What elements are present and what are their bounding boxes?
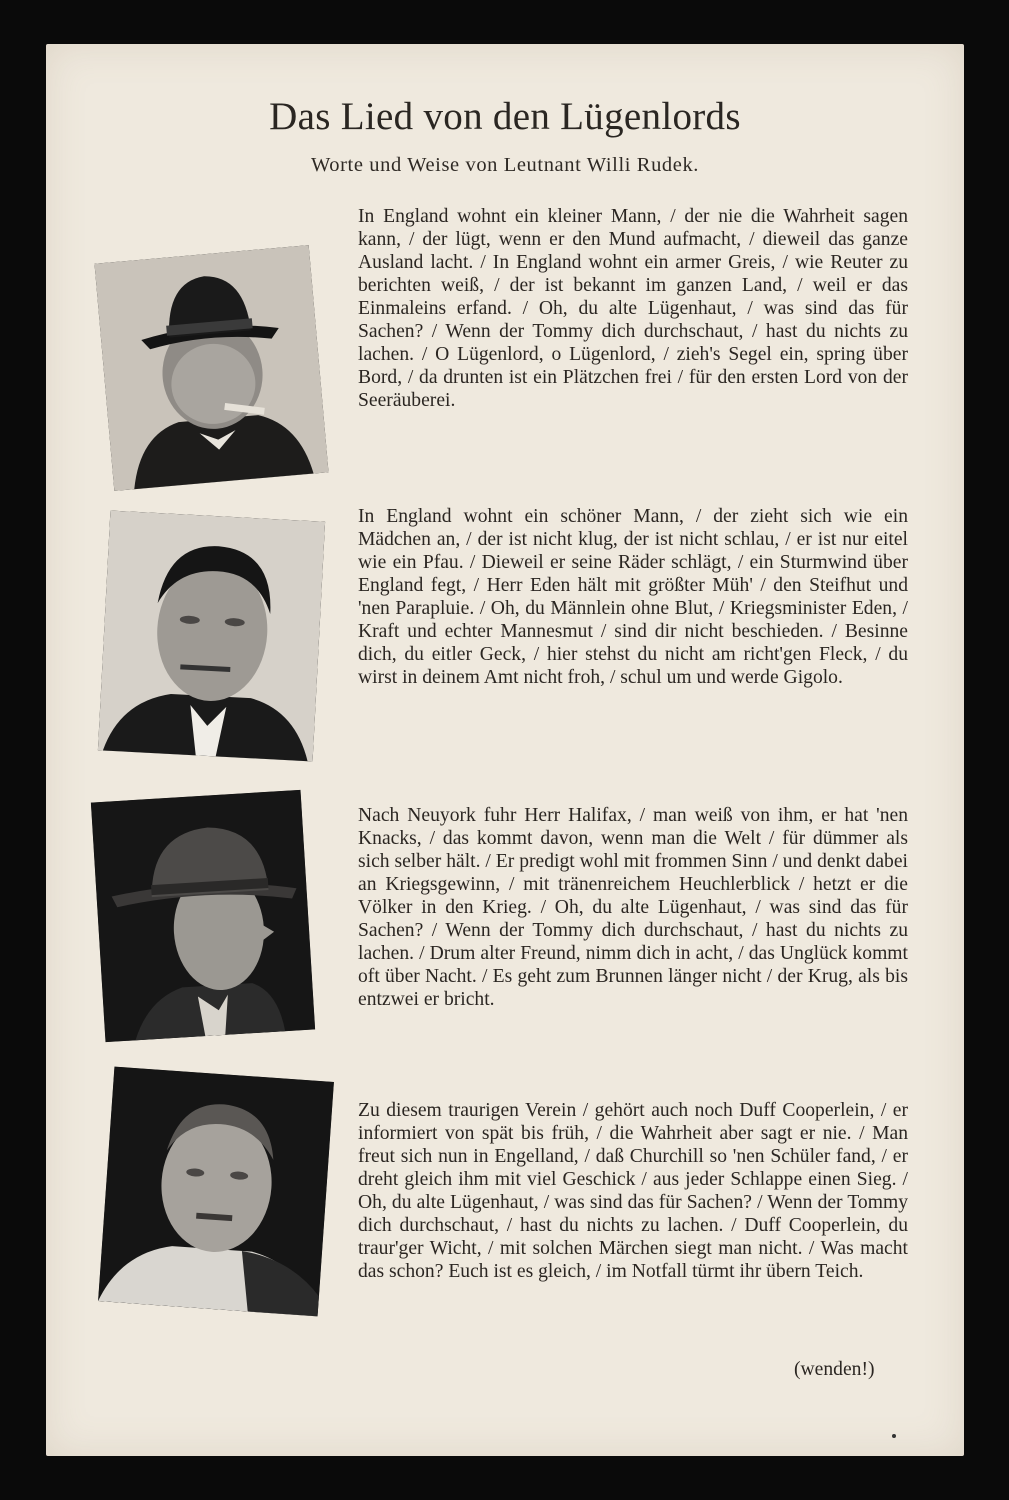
verse-1: In England wohnt ein kleiner Mann, / der nie die Wahrheit sagen kann, / der lügt, wenn er den Mund aufmacht, / dieweil das ganze Ausland lacht. / In England wohnt ein armer Greis, / wie Reuter zu berichten weiß, / der ist bekannt im ganzen Land, / weil er das Einmaleins erfand. / Oh, du alte Lügenhaut, / was sind das für Sachen? / Wenn der Tommy dich durchschaut, / hast du nichts zu lachen. / O Lügenlord, o Lügenlord, / zieh's Segel ein, spring über Bord, / da drunten ist ein Plätzchen frei / für den ersten Lord von der Seeräuberei. bbox=[358, 206, 908, 411]
verse-4: Zu diesem traurigen Verein / gehört auch noch Duff Cooperlein, / er informiert von spät bis früh, / die Wahrheit aber sagt er nie. / Man freut sich nun in Engelland, / daß Churchill so 'nen Schüler fand, / er dreht gleich ihm mit viel Geschick / aus jeder Schlappe einen Sieg. / Oh, du alte Lügenhaut, / was sind das für Sachen? / Wenn der Tommy dich durchschaut, / hast du nichts zu lachen. / Duff Cooperlein, du traur'ger Wicht, / mit solchen Märchen siegt man nicht. / Was macht das schon? Euch ist es gleich, / im Notfall türmt ihr übern Teich. bbox=[358, 1100, 908, 1282]
song-title: Das Lied von den Lügenlords bbox=[269, 95, 741, 138]
song-subtitle: Worte und Weise von Leutnant Willi Rudek. bbox=[310, 154, 700, 176]
portrait-photo-4 bbox=[98, 1067, 334, 1317]
portrait-photo-1 bbox=[94, 245, 328, 491]
paper-speck bbox=[892, 1434, 896, 1438]
verse-3: Nach Neuyork fuhr Herr Halifax, / man weiß von ihm, er hat 'nen Knacks, / das kommt davon, wenn man die Welt / für dümmer als sich selber hält. / Er predigt wohl mit frommen Sinn / und denkt dabei an Kriegsgewinn, / mit tränenreichem Heuchlerblick / hetzt er die Völker in den Krieg. / Oh, du alte Lügenhaut, / was sind das für Sachen? / Wenn der Tommy dich durchschaut, / hast du nichts zu lachen. / Drum alter Freund, nimm dich in acht, / das Unglück kommt oft über Nacht. / Es geht zum Brunnen länger nicht / der Krug, als bis entzwei er bricht. bbox=[358, 805, 908, 1010]
portrait-photo-3 bbox=[91, 790, 315, 1042]
portrait-photo-2 bbox=[98, 511, 325, 762]
verse-2: In England wohnt ein schöner Mann, / der zieht sich wie ein Mädchen an, / der ist nicht klug, der ist nicht schlau, / er ist nur eitel wie ein Pfau. / Dieweil er seine Räder schlägt, / ein Sturmwind über England fegt, / Herr Eden hält mit größter Müh' / den Steifhut und 'nen Parapluie. / Oh, du Männlein ohne Blut, / Kriegsminister Eden, / Kraft und echter Mannesmut / sind dir nicht beschieden. / Besinne dich, du eitler Geck, / hier stehst du nicht am richt'gen Fleck, / du wirst in deinem Amt nicht froh, / schul um und werde Gigolo. bbox=[358, 506, 908, 688]
turn-over-note: (wenden!) bbox=[794, 1359, 875, 1380]
postcard bbox=[46, 44, 964, 1456]
